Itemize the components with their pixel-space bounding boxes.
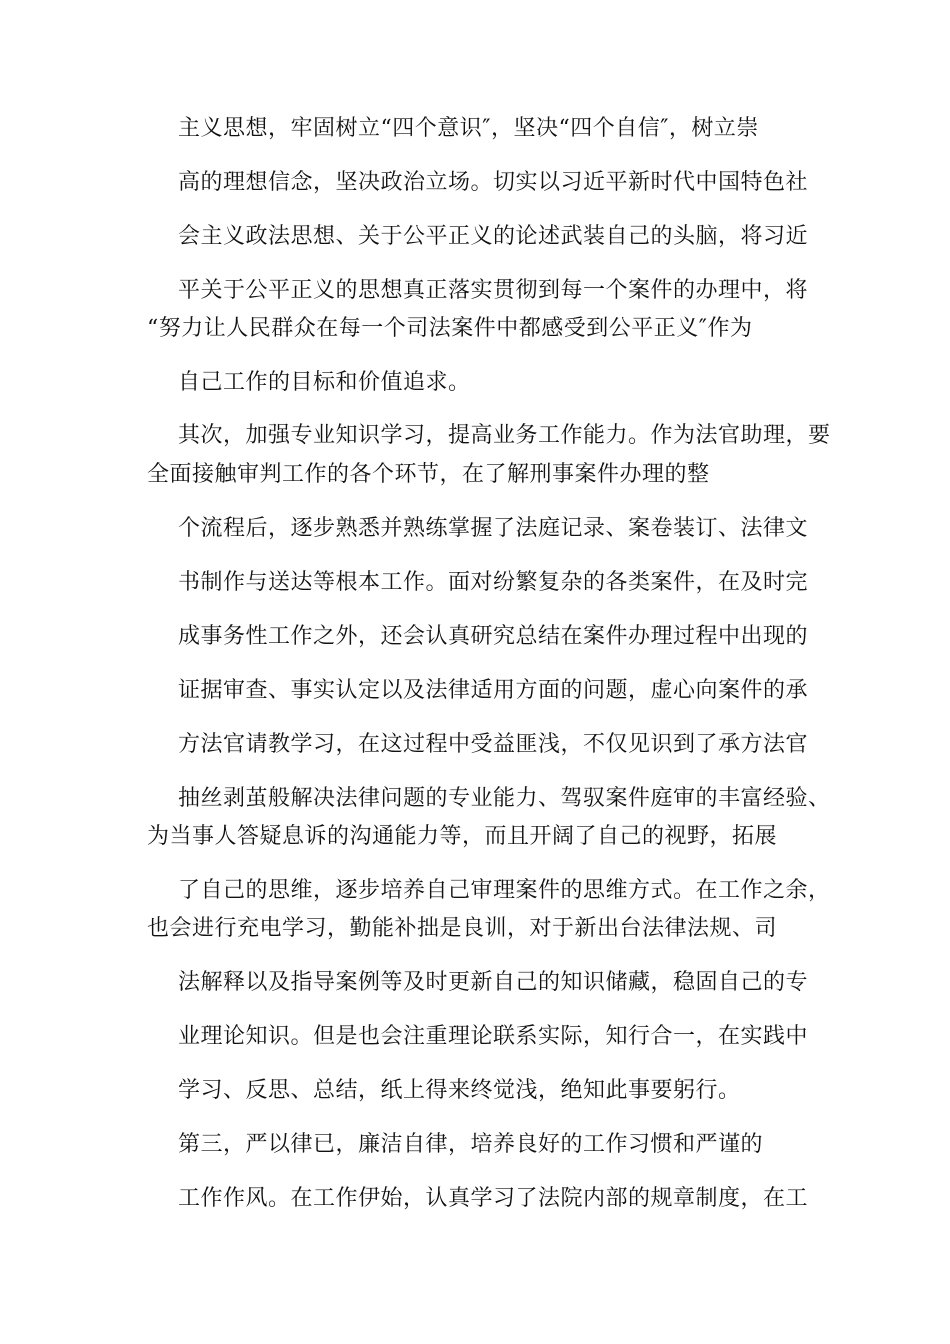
text-line: 业理论知识。但是也会注重理论联系实际，知行合一，在实践中 xyxy=(178,1024,809,1049)
text-line: 为当事人答疑息诉的沟通能力等，而且开阔了自己的视野，拓展 xyxy=(147,824,778,849)
text-line: 也会进行充电学习，勤能补拙是良训，对于新出台法律法规、司 xyxy=(147,916,778,941)
text-line: 工作作风。在工作伊始，认真学习了法院内部的规章制度，在工 xyxy=(178,1186,809,1211)
text-line: 全面接触审判工作的各个环节，在了解刑事案件办理的整 xyxy=(147,462,710,487)
text-line: 平关于公平正义的思想真正落实贯彻到每一个案件的办理中，将 xyxy=(178,278,809,303)
text-line: 其次，加强专业知识学习，提高业务工作能力。作为法官助理，要 xyxy=(178,423,831,448)
text-line: 了自己的思维，逐步培养自己审理案件的思维方式。在工作之余， xyxy=(178,878,831,903)
text-line: 书制作与送达等根本工作。面对纷繁复杂的各类案件，在及时完 xyxy=(178,570,809,595)
text-line: 自己工作的目标和价值追求。 xyxy=(178,370,471,395)
text-line: 方法官请教学习，在这过程中受益匪浅，不仅见识到了承方法官 xyxy=(178,732,809,757)
text-line: “努力让人民群众在每一个司法案件中都感受到公平正义″作为 xyxy=(147,316,753,341)
text-line: 个流程后，逐步熟悉并熟练掌握了法庭记录、案卷装订、法律文 xyxy=(178,516,809,541)
text-line: 主义思想，牢固树立“四个意识″，坚决“四个自信″，树立崇 xyxy=(178,116,759,141)
text-line: 会主义政法思想、关于公平正义的论述武装自己的头脑，将习近 xyxy=(178,224,809,249)
text-line: 抽丝剥茧般解决法律问题的专业能力、驾驭案件庭审的丰富经验、 xyxy=(178,786,831,811)
text-line: 法解释以及指导案例等及时更新自己的知识储藏，稳固自己的专 xyxy=(178,970,809,995)
text-line: 高的理想信念，坚决政治立场。切实以习近平新时代中国特色社 xyxy=(178,170,809,195)
text-line: 学习、反思、总结，纸上得来终觉浅，绝知此事要躬行。 xyxy=(178,1078,741,1103)
text-line: 证据审查、事实认定以及法律适用方面的问题，虚心向案件的承 xyxy=(178,678,809,703)
text-line: 第三，严以律已，廉洁自律，培养良好的工作习惯和严谨的 xyxy=(178,1132,764,1157)
text-line: 成事务性工作之外，还会认真研究总结在案件办理过程中出现的 xyxy=(178,624,809,649)
